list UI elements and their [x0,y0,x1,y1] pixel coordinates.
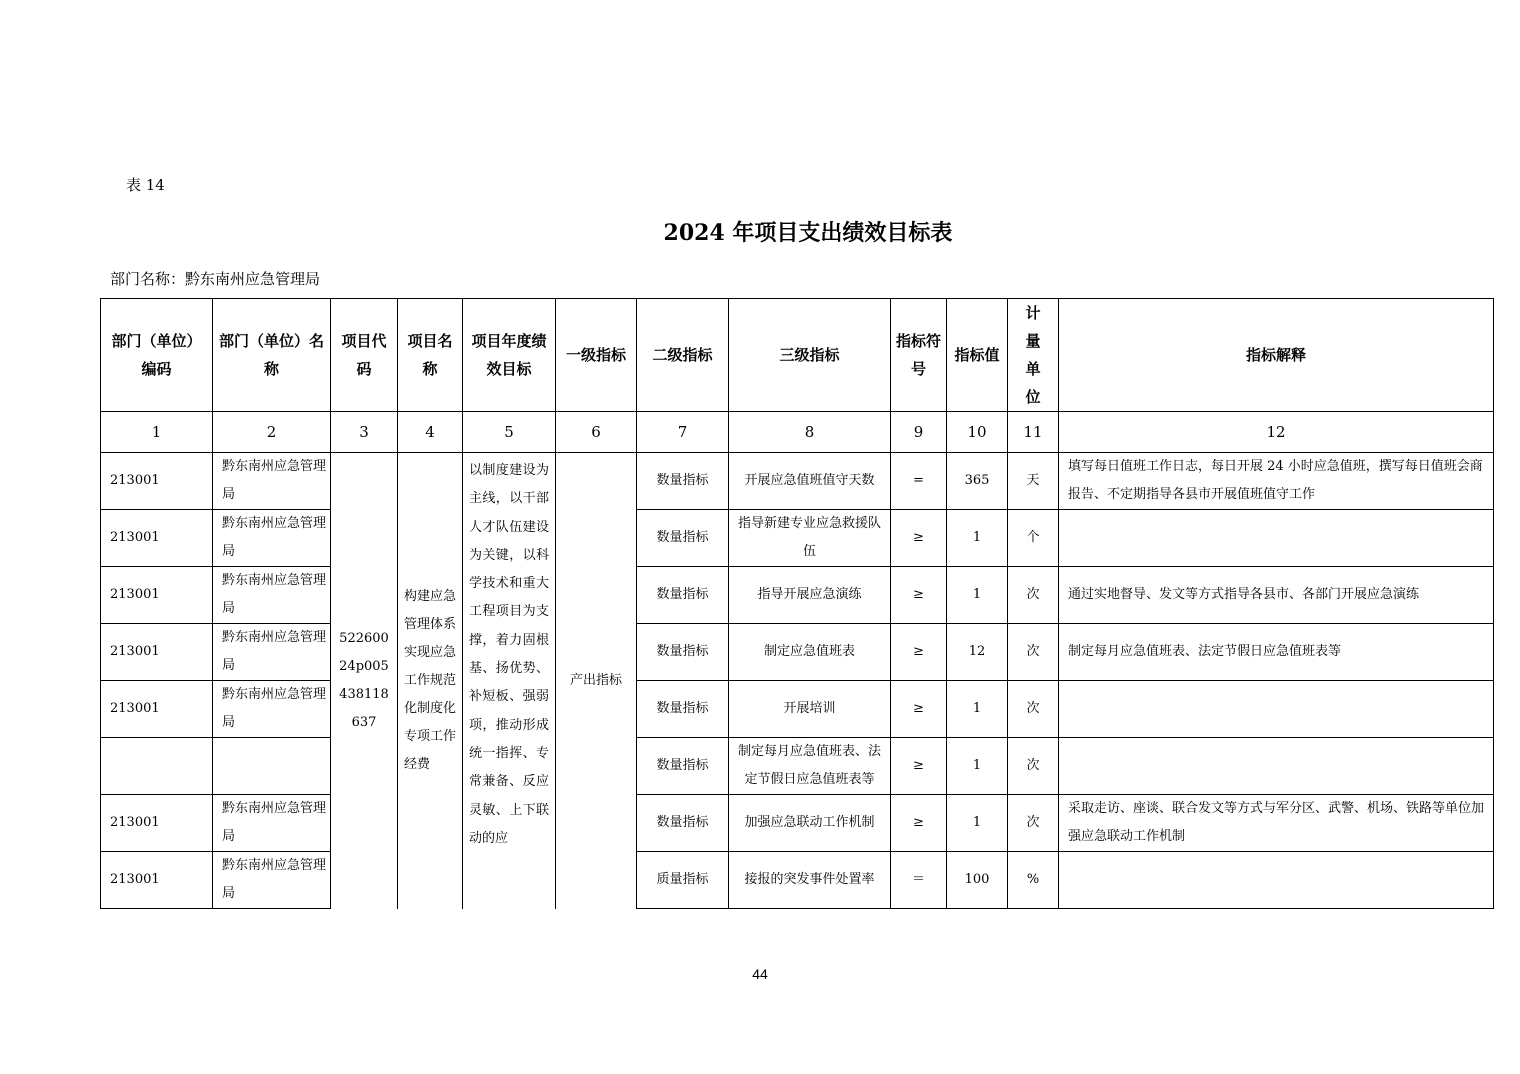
level2-indicator: 数量指标 [637,510,729,567]
indicator-symbol: ≥ [891,567,947,624]
indicator-symbol: ≥ [891,510,947,567]
indicator-unit: 次 [1008,624,1059,681]
table-row [101,567,1494,624]
header-cell: 项目名称 [398,299,463,412]
level3-indicator: 指导新建专业应急救援队伍 [729,510,891,567]
header-cell: 指标解释 [1059,299,1494,412]
dept-name: 黔东南州应急管理局 [213,624,331,681]
level2-indicator: 数量指标 [637,453,729,510]
indicator-symbol: ≥ [891,795,947,852]
table-row [101,738,1494,795]
dept-name: 黔东南州应急管理局 [213,453,331,510]
indicator-value: 1 [947,738,1008,795]
column-number: 10 [947,412,1008,453]
indicator-symbol: ≥ [891,624,947,681]
indicator-explanation [1059,738,1494,795]
column-number: 7 [637,412,729,453]
level3-indicator: 制定应急值班表 [729,624,891,681]
indicator-explanation [1059,852,1494,909]
header-cell: 指标符号 [891,299,947,412]
header-cell: 一级指标 [556,299,637,412]
indicator-symbol: = [891,453,947,510]
dept-code: 213001 [101,567,213,624]
dept-name: 黔东南州应急管理局 [213,852,331,909]
indicator-symbol: ＝ [891,852,947,909]
project-code: 52260024p005438118637 [331,453,398,909]
column-number: 3 [331,412,398,453]
page-number: 44 [752,966,768,982]
level3-indicator: 开展应急值班值守天数 [729,453,891,510]
column-number: 9 [891,412,947,453]
level2-indicator: 数量指标 [637,624,729,681]
column-number: 5 [463,412,556,453]
header-cell: 部门（单位）名称 [213,299,331,412]
dept-name: 黔东南州应急管理局 [213,567,331,624]
column-number: 6 [556,412,637,453]
indicator-explanation [1059,510,1494,567]
indicator-value: 365 [947,453,1008,510]
indicator-explanation: 填写每日值班工作日志，每日开展 24 小时应急值班，撰写每日值班会商报告、不定期指导各县市开展值班值守工作 [1059,453,1494,510]
indicator-value: 1 [947,567,1008,624]
level2-indicator: 数量指标 [637,795,729,852]
department-name: 部门名称：黔东南州应急管理局 [110,270,321,288]
dept-code: 213001 [101,453,213,510]
level2-indicator: 数量指标 [637,567,729,624]
table-row [101,624,1494,681]
dept-code: 213001 [101,795,213,852]
column-number: 8 [729,412,891,453]
column-number: 4 [398,412,463,453]
column-number: 1 [101,412,213,453]
header-cell: 计量单位 [1008,299,1059,412]
header-cell: 部门（单位）编码 [101,299,213,412]
dept-code: 213001 [101,624,213,681]
indicator-symbol: ≥ [891,681,947,738]
indicator-unit: 次 [1008,795,1059,852]
header-cell: 指标值 [947,299,1008,412]
dept-name [213,738,331,795]
dept-name: 黔东南州应急管理局 [213,681,331,738]
table-row [101,453,1494,510]
header-cell: 三级指标 [729,299,891,412]
indicator-unit: 天 [1008,453,1059,510]
performance-table [100,298,1494,909]
table-row [101,510,1494,567]
indicator-value: 100 [947,852,1008,909]
indicator-unit: % [1008,852,1059,909]
indicator-explanation: 采取走访、座谈、联合发文等方式与军分区、武警、机场、铁路等单位加强应急联动工作机制 [1059,795,1494,852]
dept-code [101,738,213,795]
level2-indicator: 数量指标 [637,738,729,795]
table-row [101,681,1494,738]
level2-indicator: 数量指标 [637,681,729,738]
header-cell: 项目年度绩效目标 [463,299,556,412]
indicator-explanation: 通过实地督导、发文等方式指导各县市、各部门开展应急演练 [1059,567,1494,624]
header-cell: 项目代码 [331,299,398,412]
indicator-unit: 次 [1008,681,1059,738]
column-number: 2 [213,412,331,453]
indicator-value: 12 [947,624,1008,681]
header-cell: 二级指标 [637,299,729,412]
dept-name: 黔东南州应急管理局 [213,795,331,852]
indicator-explanation [1059,681,1494,738]
indicator-value: 1 [947,681,1008,738]
page-title: 2024 年项目支出绩效目标表 [663,220,953,246]
indicator-explanation: 制定每月应急值班表、法定节假日应急值班表等 [1059,624,1494,681]
table-row [101,795,1494,852]
dept-code: 213001 [101,510,213,567]
project-name: 构建应急管理体系实现应急工作规范化制度化专项工作经费 [398,453,463,909]
level2-indicator: 质量指标 [637,852,729,909]
table-row [101,852,1494,909]
header-row [101,299,1494,412]
indicator-value: 1 [947,510,1008,567]
level3-indicator: 指导开展应急演练 [729,567,891,624]
table-number: 表 14 [126,176,165,194]
column-number: 12 [1059,412,1494,453]
column-number: 11 [1008,412,1059,453]
indicator-unit: 次 [1008,738,1059,795]
indicator-unit: 个 [1008,510,1059,567]
dept-name: 黔东南州应急管理局 [213,510,331,567]
level3-indicator: 开展培训 [729,681,891,738]
indicator-unit: 次 [1008,567,1059,624]
level3-indicator: 制定每月应急值班表、法定节假日应急值班表等 [729,738,891,795]
dept-code: 213001 [101,681,213,738]
indicator-symbol: ≥ [891,738,947,795]
level3-indicator: 接报的突发事件处置率 [729,852,891,909]
level3-indicator: 加强应急联动工作机制 [729,795,891,852]
column-number-row [101,412,1494,453]
project-goal: 以制度建设为主线，以干部人才队伍建设为关键，以科学技术和重大工程项目为支撑，着力固根基、扬优势、补短板、强弱项，推动形成统一指挥、专常兼备、反应灵敏、上下联动的应 [463,453,556,909]
indicator-value: 1 [947,795,1008,852]
dept-code: 213001 [101,852,213,909]
level1-indicator: 产出指标 [556,453,637,909]
